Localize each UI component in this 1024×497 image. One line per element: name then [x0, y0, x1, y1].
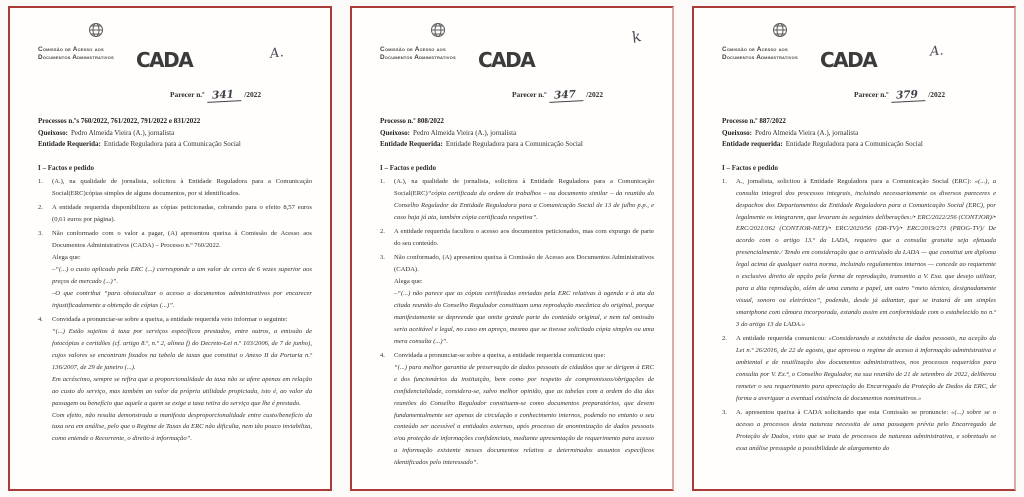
- org-name-line2: Documentos Administrativos: [38, 53, 114, 61]
- item-number: 1.: [380, 177, 385, 185]
- list-item: [38, 314, 312, 445]
- parecer-year: /2022: [244, 90, 262, 99]
- handwritten-mark: k: [629, 27, 644, 47]
- list-item: [380, 252, 654, 347]
- paragraph: A entidade requerida comunicou: «Considerando a existência de dados pessoais, na aceção da Lei n.º 26/2016, de 22 de agosto, que aprovou o regime de acesso à informação administrativa e ambiental e de reutilização dos documentos administrativos, nos processos requeridos para consulta por V. Ex.ª, o Conselho Regulador, na sua reunião de 21 de setembro de 2022, deliberou remeter o seu requerimento para apreciação do Encarregado da Proteção de Dados da ERC, de forma a averiguar a eventual existência de documentos nominativos.»: [736, 335, 996, 402]
- paragraph: Alega que:: [394, 278, 423, 286]
- paragraph: Convidada a pronunciar-se sobre a queixa, a entidade requerida veio informar o seguinte:: [52, 316, 288, 324]
- facts-list: [380, 176, 654, 469]
- item-text: [394, 176, 654, 224]
- item-text: [52, 228, 312, 311]
- item-number: 1.: [722, 177, 727, 185]
- parecer-number-handwritten: 347: [549, 88, 584, 103]
- org-name-line2: Documentos Administrativos: [380, 53, 456, 61]
- parecer-line: [854, 88, 996, 101]
- item-number: 2.: [38, 204, 43, 212]
- org-name: [380, 46, 456, 61]
- parecer-page-2: [350, 6, 674, 491]
- list-item: [38, 202, 312, 226]
- item-number: 3.: [380, 254, 385, 262]
- list-item: [38, 228, 312, 311]
- handwritten-mark: A.: [929, 43, 945, 60]
- parecer-label: Parecer n.º: [854, 90, 889, 99]
- paragraph: Convidada a pronunciar-se sobre a queixa, a entidade requerida comunicou que:: [394, 351, 606, 359]
- parecer-number-handwritten: 341: [207, 88, 242, 103]
- cada-seal-icon: [772, 22, 788, 43]
- cada-seal-icon: [430, 22, 446, 43]
- case-meta: [38, 116, 312, 151]
- item-text: [394, 350, 654, 469]
- queixoso-line: Queixoso: Pedro Almeida Vieira (A.), jornalista: [722, 128, 859, 137]
- item-text: [394, 226, 654, 250]
- page-header: [722, 20, 996, 82]
- list-item: [380, 226, 654, 250]
- paragraph: –O que contribui “para obstaculizar o acesso a documentos administrativos por encarecer injustificadamente a obtenção de cópias (...)”.: [52, 289, 312, 309]
- entidade-line: Entidade requerida: Entidade Reguladora para a Comunicação Social: [722, 140, 923, 149]
- item-text: [394, 252, 654, 347]
- paragraph: “(...) para melhor garantia de preservação de dados pessoais de cidadãos que se dirigem à ERC e dos funcionários da instituição, bem como por respeito de compromissos/obrigações de confidencialidade, considera-se, salvo melhor opinião, que as tabelas com a ordem do dia das reuniões do Conselho Regulador constituem-se como documentos preparatórios, que devem fundamentalmente ser apenas de circulação e conhecimento internos, podendo no entanto o seu conteúdo ser acessível a entidades externas, após processo de anonimização de dados pessoais e/ou proteção de informações confidenciais, mediante apresentação de requerimento para acesso a informação existente nesses documentos relativa a determinados assuntos específicos identificados pelo interessado”.: [394, 363, 654, 467]
- org-name-line1: Comissão de Acesso aos: [722, 46, 788, 53]
- list-item: [722, 176, 996, 331]
- parecer-line: [512, 88, 654, 101]
- item-number: 3.: [38, 230, 43, 238]
- item-text: [736, 333, 996, 404]
- item-number: 3.: [722, 409, 727, 416]
- parecer-page-3: [692, 6, 1016, 491]
- item-number: 2.: [722, 335, 727, 343]
- item-text: [736, 407, 996, 455]
- list-item: [38, 176, 312, 200]
- process-line: Processo n.º 808/2022: [380, 117, 444, 125]
- org-name-line1: Comissão de Acesso aos: [38, 46, 104, 53]
- cada-logo: CADA: [820, 47, 877, 73]
- queixoso-line: Queixoso: Pedro Almeida Vieira (A.), jornalista: [380, 128, 517, 137]
- parecer-line: [170, 88, 312, 101]
- page-header: [38, 20, 312, 82]
- cada-seal-icon: [88, 22, 104, 43]
- case-meta: [380, 116, 654, 151]
- cada-logo: CADA: [478, 47, 535, 73]
- parecer-year: /2022: [586, 90, 604, 99]
- cada-logo: CADA: [136, 47, 193, 73]
- paragraph: A. apresentou queixa à CADA solicitando que esta Comissão se pronuncie: «(...) sobre se o acesso a processos desta natureza necessita de uma passagem prévia pelo Encarregado de Proteção de Dados, visto que se trata de processos de natureza administrativa, e sobretudo se essa análise pressupõe a possibilidade de alargamento do: [736, 409, 996, 452]
- item-text: [52, 176, 312, 200]
- list-item: [722, 407, 996, 455]
- parecer-year: /2022: [928, 90, 946, 99]
- item-number: 2.: [380, 227, 385, 235]
- list-item: [380, 350, 654, 469]
- handwritten-mark: A.: [269, 45, 285, 62]
- item-number: 4.: [380, 351, 385, 359]
- item-text: [52, 314, 312, 445]
- org-name-line1: Comissão de Acesso aos: [380, 46, 446, 53]
- paragraph: Com efeito, não resulta demonstrada a manifesta desproporcionalidade entre custo/benefício da taxa ora em análise, pelo que o Regime de Taxas da ERC não dificulta, nem tão pouco inviabiliza, como entende o Recorrente, o direito à informação”.: [52, 411, 312, 443]
- case-meta: [722, 116, 996, 151]
- paragraph: –“(...) não parece que as cópias certificadas enviadas pela ERC relativas à agenda e à ata da citada reunião do Conselho Regulador constituam uma reprodução mecânica do original, porque manifestamente se depreende que omite grande parte do conteúdo original, e nem tal omissão seria aceitável e legal, no caso em apreço, mesmo que se tivesse solicitado cópia simples ou uma mera consulta (...)”.: [394, 289, 654, 345]
- org-name: [38, 46, 114, 61]
- parecer-page-1: [8, 6, 332, 491]
- process-line: Processos n.ºs 760/2022, 761/2022, 791/2022 e 831/2022: [38, 117, 201, 125]
- entidade-line: Entidade Requerida: Entidade Reguladora para a Comunicação Social: [380, 140, 583, 149]
- paragraph: Não conformado com o valor a pagar, (A) apresentou queixa à Comissão de Acesso aos Documentos Administrativos (CADA) – Processo n.º 760/2022.: [52, 230, 312, 250]
- section-title: I – Factos e pedido: [722, 163, 778, 172]
- paragraph: A entidade requerida disponibilizou as cópias peticionadas, cobrando para o efeito 8,57 euros (0,61 euros por página).: [52, 204, 312, 223]
- item-text: [52, 202, 312, 226]
- facts-list: [722, 176, 996, 455]
- paragraph: Alega que:: [52, 254, 81, 262]
- item-number: 4.: [38, 316, 43, 324]
- paragraph: (A.), na qualidade de jornalista, solicitou à Entidade Reguladora para a Comunicação Social(ERC)cópias simples de alguns documentos, por si identificados.: [52, 177, 312, 197]
- page-header: [380, 20, 654, 82]
- paragraph: “(...) Estão sujeitos à taxa por serviços específicos prestados, entre outros, a emissão de fotocópias e certidões (cf. artigo 8.º, n.º 2, alínea f) do Decreto-Lei n.º 103/2006, de 7 de junho), cujos valores se encontram fixados na tabela de taxas que constitui o Anexo II da Portaria n.º 136/2007, de 29 de janeiro (...).: [52, 328, 312, 371]
- section-title: I – Factos e pedido: [38, 163, 94, 172]
- parecer-label: Parecer n.º: [512, 90, 547, 99]
- paragraph: Não conformado, (A) apresentou queixa à Comissão de Acesso aos Documentos Administrativos (CADA).: [394, 254, 654, 274]
- list-item: [722, 333, 996, 404]
- org-name-line2: Documentos Administrativos: [722, 53, 798, 61]
- paragraph: Em acréscimo, sempre se refira que a proporcionalidade da taxa não se afere apenas em relação ao custo do serviço, mas também ao valor da própria utilidade propiciada, isto é, ao valor da passagem ou benefício que aquele a quem se exige a taxa retira do serviço que lhe é prestado.: [52, 375, 312, 407]
- paragraph: (A.), na qualidade de jornalista, solicitou à Entidade Reguladora para a Comunicação Social(ERC)“cópia certificada da ordem de trabalhos – ou documento similar – da reunião do Conselho Regulador da Entidade Reguladora para a Comunicação Social de 13 de julho p.p., e caso haja já ata, também cópia certificada respetiva”.: [394, 177, 654, 221]
- org-name: [722, 46, 798, 61]
- list-item: [380, 176, 654, 224]
- queixoso-line: Queixoso: Pedro Almeida Vieira (A.), jornalista: [38, 128, 175, 137]
- item-number: 1.: [38, 177, 43, 185]
- item-text: [736, 176, 996, 331]
- section-title: I – Factos e pedido: [380, 163, 436, 172]
- process-line: Processo n.º 887/2022: [722, 117, 786, 125]
- facts-list: [38, 176, 312, 445]
- paragraph: –“(...) o custo aplicado pela ERC (...) corresponde a um valor de cerca de 6 vezes superior aos preços de mercado (...)”.: [52, 266, 312, 286]
- parecer-label: Parecer n.º: [170, 90, 205, 99]
- parecer-number-handwritten: 379: [891, 88, 926, 103]
- paragraph: A entidade requerida facultou o acesso aos documentos peticionados, mas com expurgo de parte do seu conteúdo.: [394, 227, 654, 247]
- entidade-line: Entidade Requerida: Entidade Reguladora para a Comunicação Social: [38, 140, 241, 149]
- paragraph: A., jornalista, solicitou à Entidade Reguladora para a Comunicação Social (ERC): «(...), a consulta integral dos processos integrais, incluindo necessariamente os diversos pareceres e despachos dos Departamentos da Entidade Reguladora para a Comunicação Social (ERC), por legalmente os integrarem, que levaram às seguintes deliberações:/• ERC/2022/256 (CONTJOR)/• ERC/2021/362 (CONTJOR-NET)/• ERC/2020/56 (DR-TV)/• ERC/2019/273 (PROG-TV)/ De acordo com o artigo 13.º da LADA, requeiro que a consulta gratuita seja efetuada presencialmente./ Tendo em consideração que o articulado da LADA — que constitui um diploma legal acima de qualquer outra norma, incluindo regulamentos internos — concede ao requerente o exclusivo direito de opção pela forma de reprodução, transmito a V. Exa. que desejo utilizar, para a dita reprodução, além de uma caneta e papel, um outro “meio técnico, designadamente visual, sonoro ou eletrónico”, podendo, desde já adiantar, que se tratará de um simples smartphone com câmara incorporada, estando assim em conformidade com o estabelecido no n.º 3 do artigo 13 da LADA.»: [736, 177, 996, 328]
